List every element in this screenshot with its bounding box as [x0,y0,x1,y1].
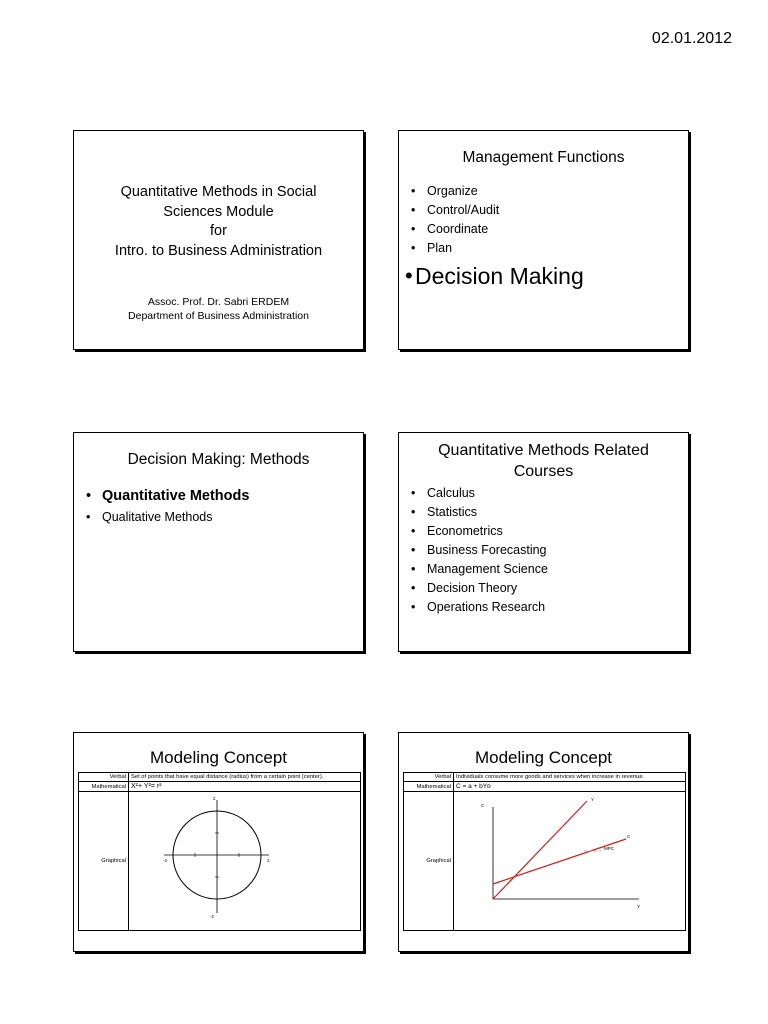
slide-title-line: Courses [513,463,574,480]
list-item: • Decision Theory [409,579,680,598]
author-department: Department of Business Administration [128,310,309,322]
table-row [79,792,361,931]
list-item: • Plan [409,239,680,258]
list-item: • Econometrics [409,522,680,541]
slide-decision-methods [73,432,364,652]
methods-list [84,484,355,527]
slide-modeling-consumption [398,732,689,952]
mpc-label: MPC [604,846,614,851]
line-label-y: Y [591,797,595,802]
list-item: • Business Forecasting [409,541,680,560]
list-item: • Control/Audit [409,201,680,220]
circle-graph [129,792,360,930]
tick-label-top: 2 [213,796,216,801]
list-item: • Organize [409,182,680,201]
graph-cell [129,792,361,931]
author-block [74,295,363,323]
list-item: • Operations Research [409,598,680,617]
row-label: Mathematical [79,782,129,792]
axis-label-c: C [481,803,485,808]
row-label: Verbal [79,773,129,782]
formula-cell: X²+ Y²= r² [129,782,361,792]
consumption-graph [454,792,685,930]
slide-management-functions [398,130,689,350]
slide-title [399,433,688,482]
row-label: Graphical [79,792,129,931]
graph-cell [454,792,686,931]
verbal-cell: Set of points that have equal distance (radius) from a certain point (center). [129,773,361,782]
course-title-line: for [210,223,227,239]
list-item: • Coordinate [409,220,680,239]
courses-list [409,484,680,617]
list-item-highlight: • Decision Making [409,258,680,294]
page-date: 02.01.2012 [651,30,732,47]
list-item: • Calculus [409,484,680,503]
row-label: Graphical [404,792,454,931]
course-title-line: Quantitative Methods in Social [120,184,317,200]
list-item: • Management Science [409,560,680,579]
slide-title-line: Quantitative Methods Related [438,442,649,459]
table-row [404,792,686,931]
slide-title: Modeling Concept [149,748,288,767]
tick-label-left: -2 [163,858,168,863]
slide-course-title [73,130,364,350]
row-label: Mathematical [404,782,454,792]
modeling-table [78,772,361,931]
course-title [74,183,363,261]
list-item: • Quantitative Methods [84,484,355,508]
slide-title: Management Functions [462,149,625,166]
table-row [404,782,686,792]
row-label: Verbal [404,773,454,782]
tick-label-right: 2 [267,858,270,863]
list-item: • Statistics [409,503,680,522]
tick-label-bottom: -2 [210,914,215,919]
modeling-table [403,772,686,931]
formula-cell: C = a + bYᴅ [454,782,686,792]
slide-title: Decision Making: Methods [127,451,310,468]
course-title-line: Sciences Module [163,203,274,220]
author-name: Assoc. Prof. Dr. Sabri ERDEM [147,296,290,308]
slide-modeling-circle [73,732,364,952]
axis-label-y: Y [637,904,641,909]
line-label-c: C [627,834,631,839]
functions-list [409,182,680,294]
table-row [404,773,686,782]
table-row [79,773,361,782]
list-item: • Qualitative Methods [84,508,355,527]
course-title-line: Intro. to Business Administration [114,242,323,259]
table-row [79,782,361,792]
slide-title: Modeling Concept [474,748,613,767]
line-y [493,801,587,899]
verbal-cell: Individuals consume more goods and services when increase in revenue. [454,773,686,782]
slide-related-courses [398,432,689,652]
